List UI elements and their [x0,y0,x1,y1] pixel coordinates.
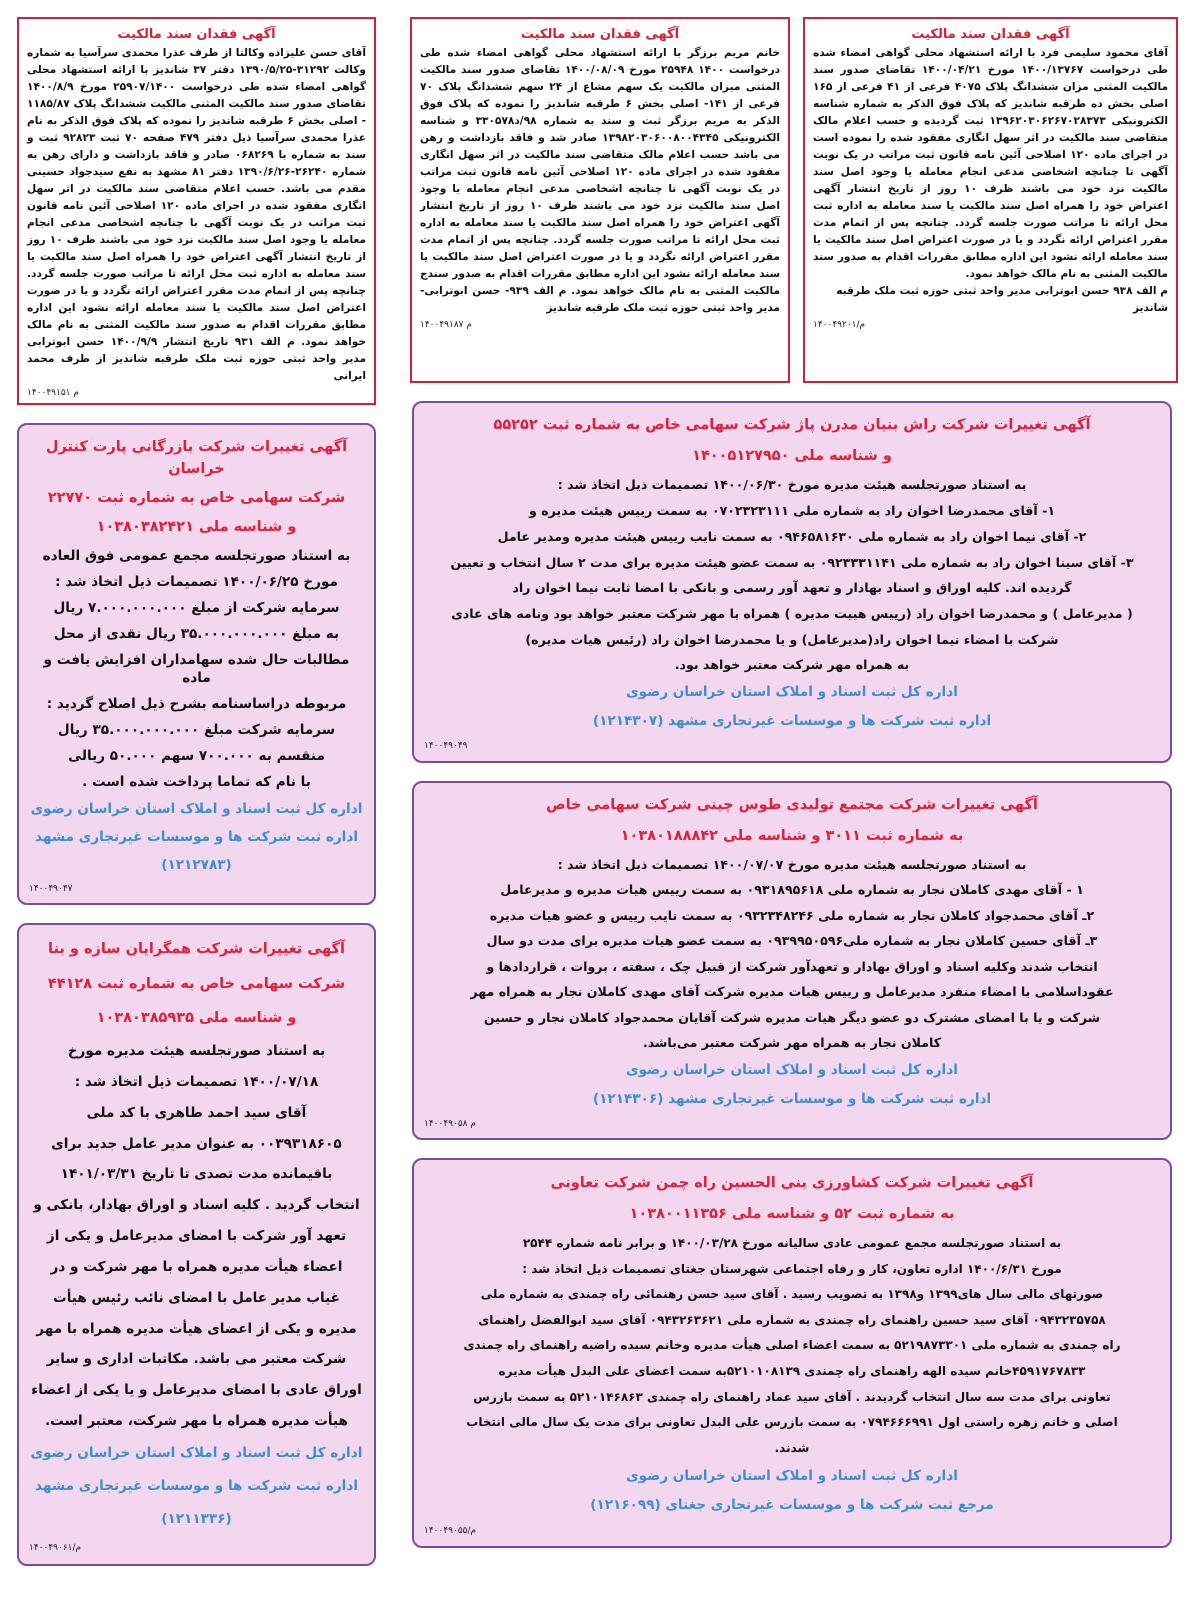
notice-body-line: شدند. [774,1440,810,1455]
notice-body: خانم مریم برزگر با ارائه استشهاد محلی گواهی امضاء شده طی درخواست ۱۴۰۰ ۲۵۹۴۸ مورخ ۱۴۰۰/۰۸/۰۹ تقاضای صدور سند مالکیت المثنی میزان مالکیت یک سهم مشاع از ۲۴ سهم ششدانگ پلاک ۷۰ فرعی از ۱۴۱- اصلی بخش ۶ طرقبه شاندیز را نموده که پلاک فوق الذکر به مریم برزگر ثبت و سند به شماره ۹۸/د۳۳۰۵۷۸ و شناسه الکترونیکی ۱۳۹۸۲۰۳۰۶۰۰۸۰۰۴۳۴۵ صادر شد و فاقد بازداشت و رهن می باشد حسب اعلام مالک متقاضی سند مالکیت در اثر سهل انگاری مفقود شده در اجرای ماده ۱۲۰ اصلاحی آئین نامه قانون ثبت مراتب در یک نوبت آگهی تا چنانچه اشخاصی مدعی انجام معامله یا وجود اصل سند مالکیت نزد خود می باشند ظرف ۱۰ روز از تاریخ انتشار آگهی اعتراض خود را همراه اصل سند مالکیت یا سند معامله به اداره ثبت محل ارائه تا مراتب صورت جلسه گردد. چنانچه پس از اتمام مدت مقرر اعتراض ارائه نگردد و یا در صورت اعتراض اصل سند مالکیت یا سند معامله ارائه نشود این اداره مطابق مقررات اقدام به صدور سندج مالکیت المثنی به نام مالک خواهد نمود. م الف ۹۳۹- حسن ابوترابی- مدیر واحد ثبتی حوزه ثبت ملک طرقبه شاندیز [420,47,781,314]
notice-body-line: به استناد صورتجلسه هیئت مدیره مورخ ۱۴۰۰/۰۶/۳۰ تصمیمات ذیل اتخاذ شد : [557,477,1027,493]
notice-body-line: ( مدیرعامل ) و محمدرضا اخوان راد (رییس هییت مدیره ) همراه با مهر شرکت معتبر خواهد بود ونامه های عادی [451,606,1133,621]
notice-ref-number: ۱۴۰۰۴۹۰۴۷ [29,884,73,895]
notice-body-line: شرکت با امضاء نیما اخوان راد(مدیرعامل) و یا محمدرضا اخوان راد (رئیس هیات مدیره) [525,631,1059,647]
notice-body-line: راه چمندی به شماره ملی ۵۲۱۹۸۷۳۳۰۱ به سمت اعضاء اصلی هیأت مدیره وخانم سیده راضیه راهنمای راه چمندی [463,1338,1121,1353]
notice-body-line: با نام که تماما پرداخت شده است . [82,773,311,790]
notice-body: آقای حسن علیزاده وکالتا از طرف عذرا محمدی سرآسیا به شماره وکالت ۳۱۲۹۲-۱۳۹۰/۵/۲۵ دفتر ۳۷ شاندیز با ارائه استشهاد محلی گواهی امضاء شده طی درخواست ۲۵۹۰۷/۱۴۰۰ مورخ ۱۴۰۰/۸/۹ تقاضای صدور سند مالکیت المثنی مالکیت ششدانگ پلاک ۱۱۸۵/۸۷ - اصلی بخش ۶ طرقبه شاندیز را نموده که پلاک فوق الذکر به نام عذرا محمدی سرآسیا ذیل دفتر ۴۷۹ صفحه ۷۰ ثبت ۹۲۸۲۳ ثبت و سند به شماره با ۰۶۸۲۶۹ صادر و فاقد بازداشت و دارای رهن به شماره ۲۶۲۴۰-۱۳۹۰/۶/۲۶ دفتر ۸۱ مشهد به نفع سیدجواد حسینی مقدم می باشد. حسب اعلام متقاضی سند مالکیت در اثر سهل انگاری مفقود شده در اجرای ماده ۱۲۰ اصلاحی آئین نامه قانون ثبت مراتب در یک نوبت آگهی با چنانچه اشخاصی مدعی انجام معامله یا وجود اصل سند مالکیت نزد خود می باشند ظرف ۱۰ روز از تاریخ انتشار آگهی اعتراض خود را همراه اصل سند مالکیت یا سند معامله به اداره ثبت محل ارائه تا مراتب صورت جلسه گردد. چنانچه پس از اتمام مدت مقرر اعتراض ارائه نگردد و یا در صورت اعتراض اصل سند مالکیت یا سند معامله ارائه نشود این اداره مطابق مقررات اقدام به صدور سند مالکیت المثنی به نام مالک خواهد نمود. م الف ۹۳۱ تاریخ انتشار ۱۴۰۰/۹/۹ حسن ابوترابی مدیر واحد ثبتی حوزه ثبت ملک طرقبه شاندیز از طرف محمد ایرانی [27,47,367,382]
notice-body-line: به مبلغ ۳۵.۰۰۰.۰۰۰.۰۰۰ ریال نقدی از محل [53,625,340,642]
notice-ref-number: م/۱۴۰۰۴۹۰۶۱ [29,1542,82,1553]
notice-title-line: آگهی تغییرات شرکت مجتمع تولیدی طوس چینی شرکت سهامی خاص [546,797,1038,814]
notice-title: آگهی فقدان سند مالکیت [911,27,1070,42]
notice-title-line: شرکت سهامی خاص به شماره ثبت ۴۴۱۲۸ [47,975,346,992]
registry-office-line: (۱۲۱۱۳۳۶) [161,1510,232,1527]
notice-part-control-khorasan [17,423,376,905]
notice-body-line: به استناد صورتجلسه هیئت مدیره مورخ ۱۴۰۰/۰۷/۰۷ تصمیمات ذیل اتخاذ شد : [557,856,1027,872]
notice-body-line: ۴۵۹۱۷۶۷۸۳۳خانم سیده الهه راهنمای راه چمندی ۵۲۱۰۱۰۸۱۳۹به سمت اعضای علی البدل هیأت مدیره [498,1364,1086,1379]
notice-body-line: مدیره و یکی از اعضای هیأت مدیره همراه با مهر [36,1320,357,1337]
notice-body-line: انتخاب شدند وکلیه اسناد و اوراق بهادار و تعهدآور شرکت از قبیل چک ، سفته ، بروات ، قراردادها و [486,958,1098,974]
registry-office-line: اداره ثبت شرکت ها و موسسات غیرتجاری مشهد [35,828,358,845]
notice-lost-deed-saleemi [803,17,1178,383]
notice-title-line: آگهی تغییرات شرکت راش بنیان مدرن پاژ شرکت سهامی خاص به شماره ثبت ۵۵۲۵۲ [493,417,1091,434]
notice-body-line: مطالبات حال شده سهامداران افزایش یافت و ماده [43,651,350,687]
notice-body-line: ۳- آقای سینا اخوان راد به شماره ملی ۰۹۲۳۳۳۱۱۴۱ به سمت عضو هیئت مدیره برای مدت ۲ سال انتخاب و تعیین [450,554,1134,570]
notice-ref-number: م ۱۴۰۰۴۹۰۵۸ [424,1118,476,1129]
notice-body-line: ۲- آقای نیما اخوان راد به شماره ملی ۰۹۴۶۵۸۱۶۳۰ به سمت نایب رییس هیئت مدیره ومدیر عامل [497,528,1087,544]
notice-body-line: مورخ ۱۴۰۰/۰۶/۲۵ تصمیمات ذیل اتخاذ شد : [55,573,338,590]
notice-title: آگهی فقدان سند مالکیت [520,27,680,42]
notice-body-line: اعضاء هیأت مدیره همراه با مهر شرکت و در [50,1258,343,1275]
registry-office-line: اداره کل ثبت اسناد و املاک استان خراسان رضوی [626,684,958,701]
notice-ref-number: م/۱۴۰۰۴۹۲۰۱ [813,320,866,330]
notice-body-line: ۰۰۳۹۳۱۸۶۰۵ به عنوان مدیر عامل جدید برای [51,1135,342,1152]
notice-body-line: تعهد آور شرکت با امضای مدیرعامل و یکی از [46,1228,347,1245]
registry-office-line: اداره ثبت شرکت ها و موسسات غیرتجاری مشهد [35,1477,358,1494]
notice-body-line: ۱- آقای محمدرضا اخوان راد به شماره ملی ۰۷۰۲۳۲۳۱۱۱ به سمت رییس هیئت مدیره و [528,503,1056,519]
notice-toos-chini [412,781,1172,1140]
notice-body-line: شرکت معتبر می باشد. مکاتبات اداری و سایر [46,1351,347,1368]
notice-body-line: مورخ ۱۴۰۰/۶/۳۱ اداره تعاون، کار و رفاه اجتماعی شهرستان جغتای تصمیمات ذیل اتخاذ شد : [522,1261,1062,1276]
notice-body-line: آقای سید احمد طاهری با کد ملی [86,1104,307,1121]
top-notices-row [410,17,1178,383]
registry-office-line: اداره کل ثبت اسناد و املاک استان خراسان رضوی [30,800,363,817]
registry-office-line: اداره ثبت شرکت ها و موسسات غیرتجاری مشهد (۱۲۱۴۳۰۷) [592,713,992,730]
notice-body-line: مربوطه دراساسنامه بشرح ذیل اصلاح گردید : [46,696,347,712]
notice-title-line: به شماره ثبت ۵۲ و شناسه ملی ۱۰۳۸۰۰۱۱۳۵۶ [629,1205,955,1222]
notice-body-line: گردیده اند. کلیه اوراق و اسناد بهادار و تعهد آور رسمی و بانکی با امضا ثابت نیما اخوان راد [512,580,1072,596]
notice-ref-number: م/۱۴۰۰۴۹۰۵۵ [424,1526,477,1537]
registry-office-line: مرجع ثبت شرکت ها و موسسات غیرتجاری جغتای (۱۲۱۶۰۹۹) [590,1497,994,1514]
notice-bani-alhosein-rahchaman [412,1158,1172,1548]
registry-office-line: اداره کل ثبت اسناد و املاک استان خراسان رضوی [626,1467,958,1484]
notice-body-line: صورتهای مالی سال های۱۳۹۹ و۱۳۹۸ به تصویب رسید . آقای سید حسن رهنمائی راه چمندی به شماره ملی [480,1287,1104,1302]
notice-body-line: ۲ـ آقای محمدجواد کاملان نجار به شماره ملی ۰۹۳۲۳۴۸۲۴۶ به سمت نایب رییس و عضو هیات مدیره [489,907,1095,923]
left-column [17,17,376,1566]
registry-office-line: اداره کل ثبت اسناد و املاک استان خراسان رضوی [626,1061,958,1078]
notice-body-line: به استناد صورتجلسه هیئت مدیره مورخ [67,1043,326,1059]
notice-body-line: اوراق عادی با امضای مدیرعامل و یا یکی از اعضاء [31,1382,362,1399]
registry-office-line: اداره ثبت شرکت ها و موسسات غیرتجاری مشهد (۱۲۱۴۳۰۶) [592,1090,992,1107]
notice-body: آقای محمود سلیمی فرد با ارائه استشهاد محلی گواهی امضاء شده طی درخواست ۱۴۰۰/۱۳۷۶۷ مورخ ۱۴۰۰/۰۴/۲۱ تقاضای صدور سند مالکیت المثنی مزان ششدانگ پلاک ۴۰۷۵ فرعی از ۴۱ فرعی از ۱۶۵ اصلی بخش ده طرقبه شاندیز که پلاک فوق الذکر به شماره شناسه الکترونیکی ۱۳۹۶۲۰۳۰۶۲۶۷۰۲۸۳۷۳ ثبت گردیده و حسب اعلام مالک متقاضی سند مالکیت در اثر سهل انگاری مفقود شده را نموده است در اجرای ماده ۱۲۰ اصلاحی آئین نامه قانون ثبت مراتب در یک نوبت آگهی تا چنانچه اشخاصی مدعی انجام معامله یا وجود اصل سند مالکیت نزد خود می باشند ظرف ۱۰ روز از تاریخ انتشار آگهی اعتراض خود را همراه اصل سند مالکیت یا سند معامله به اداره ثبت محل ارائه تا مراتب صورت جلسه گردد. چنانچه پس از اتمام مدت مقرر اعتراض ارائه نگردد و یا در صورت اعتراض اصل سند مالکیت یا سند معامله ارائه نشود این اداره مطابق مقررات اقدام به صدور سند مالکیت المثنی به نام مالک خواهد نمود. [813,47,1169,280]
notice-ref-number: ۱۴۰۰۴۹۰۴۹ [424,741,468,752]
notice-title-line: آگهی تغییرات شرکت بازرگانی پارت کنترل خراسان [45,438,348,477]
notice-title-line: آگهی تغییرات شرکت همگرایان سازه و بنا [48,941,345,958]
notice-hamgarayan-saze-bana [17,923,376,1566]
notice-title-line: و شناسه ملی ۱۰۳۸۰۳۸۲۴۲۱ [96,519,297,536]
registry-office-line: اداره کل ثبت اسناد و املاک استان خراسان رضوی [30,1444,363,1461]
notice-body-line: به همراه مهر شرکت معتبر خواهد بود. [674,657,910,673]
notice-ref-number: م ۱۴۰۰۴۹۱۸۷ [420,320,472,330]
right-area [410,17,1178,1548]
notice-body-line: ۰۹۴۳۲۳۵۷۵۸ آقای سید حسین راهنمای راه چمندی به شماره ملی ۰۹۴۳۲۶۳۶۲۱ آقای سید ابوالفضل راهنمای [478,1312,1106,1327]
notice-body-line: ۱ - آقای مهدی کاملان نجار به شماره ملی ۰۹۳۱۸۹۵۶۱۸ به سمت رییس هیات مدیره و مدیرعامل [500,882,1084,898]
notice-title: آگهی فقدان سند مالکیت [117,27,276,42]
notice-signature: م الف ۹۳۸ حسن ابوترابی مدیر واحد ثبتی حوزه ثبت ملک طرقبه شاندیز [836,285,1168,314]
notice-lost-deed-alizadeh [17,17,376,405]
notice-title-line: به شماره ثبت ۳۰۱۱ و شناسه ملی ۱۰۳۸۰۱۸۸۸۴۲ [620,827,964,844]
notice-body-line: به استناد صورتجلسه مجمع عمومی فوق العاده [42,547,351,564]
notice-body-line: ۱۴۰۰/۰۷/۱۸ تصمیمات ذیل اتخاذ شد : [74,1073,319,1090]
notice-body-line: غیاب مدیر عامل با امضای نائب رئیس هیأت [53,1289,340,1306]
notice-body-line: باقیمانده مدت تصدی تا تاریخ ۱۴۰۱/۰۳/۳۱ [60,1166,333,1183]
registry-office-line: (۱۲۱۲۷۸۳) [161,857,232,873]
notice-title-line: آگهی تغییرات شرکت کشاورزی بنی الحسین راه چمن شرکت تعاونی [550,1174,1034,1191]
notice-title-line: و شناسه ملی ۱۴۰۰۵۱۲۷۹۵۰ [692,447,892,464]
notice-body-line: اصلی و خانم زهره راستی اول ۰۷۹۴۶۶۶۹۹۱ به سمت بازرس علی البدل تعاونی برای مدت یک سال مالی انتخاب [466,1415,1118,1430]
notice-body-line: هیأت مدیره همراه با مهر شرکت، معتبر است. [45,1413,348,1430]
notice-rash-bonyan-modern-paj [412,401,1172,763]
notice-body-line: عقوداسلامی با امضاء منفرد مدیرعامل و رییس هیات مدیره شرکت آقای مهدی کاملان نجار به همراه مهر [470,984,1114,1000]
notice-body-line: تعاونی برای مدت سه سال انتخاب گردیدند . آقای سید عماد راهنمای راه چمندی ۵۲۱۰۱۴۶۸۶۳ به سمت بازرس [473,1389,1111,1404]
notice-body-line: منقسم به ۷۰۰.۰۰۰ سهم ۵۰.۰۰۰ ریالی [68,747,325,764]
notice-title-line: شرکت سهامی خاص به شماره ثبت ۲۲۷۷۰ [47,489,346,506]
notice-body-line: شرکت و یا با امضای مشترک دو عضو دیگر هیات مدیره شرکت آقایان محمدجواد کاملان نجار و حسین [483,1009,1101,1025]
notice-body-line: به استناد صورتجلسه مجمع عمومی عادی سالیانه مورخ ۱۴۰۰/۰۳/۲۸ و برابر نامه شماره ۲۵۴۴ [522,1236,1062,1251]
notice-body-line: انتخاب گردید . کلیه اسناد و اوراق بهادار، بانکی و [33,1197,360,1214]
notice-body-line: سرمایه شرکت از مبلغ ۷.۰۰۰.۰۰۰.۰۰۰ ریال [53,599,340,616]
notice-body-line: کاملان نجار به همراه مهر شرکت معتبر می‌باشد. [642,1035,942,1051]
notice-ref-number: م ۱۴۰۰۴۹۱۵۱ [27,388,79,398]
notice-body-line: سرمایه شرکت مبلغ ۳۵.۰۰۰.۰۰۰.۰۰۰ ریال [57,721,336,738]
notice-body-line: ۳ـ آقای حسین کاملان نجار به شماره ملی۰۹۳۹۹۵۰۵۹۶ به سمت عضو هیات مدیره برای مدت دو سال [486,933,1098,949]
notice-title-line: و شناسه ملی ۱۰۳۸۰۳۸۵۹۳۵ [96,1009,297,1026]
notice-lost-deed-barzegar [410,17,790,383]
